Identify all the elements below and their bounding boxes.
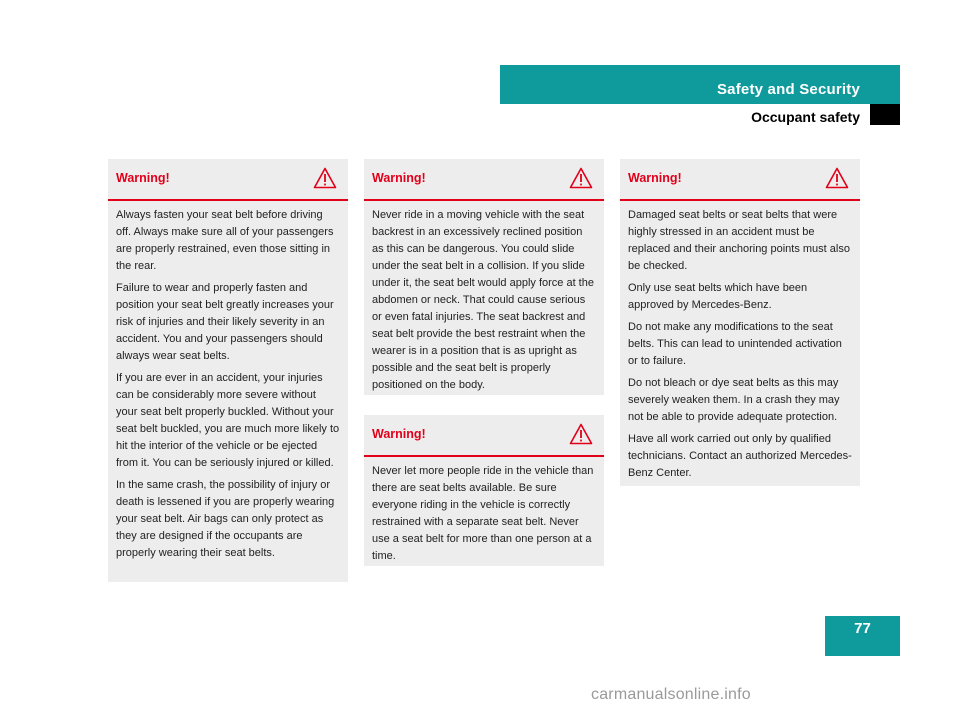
warning-triangle-icon — [825, 167, 849, 189]
warning-label: Warning! — [116, 171, 170, 185]
warning-header — [108, 159, 348, 201]
warning-paragraph: If you are ever in an accident, your injuries can be considerably more severe without your seat belt properly buckled. Without your seat belt buckled, you are much more likely to hit the interior of the vehicle or be ejected from it. You can be seriously injured or killed. — [116, 372, 340, 469]
warning-paragraph: Do not bleach or dye seat belts as this may severely weaken them. In a crash they may not be able to provide adequate protection. — [628, 377, 840, 423]
warning-label: Warning! — [372, 171, 426, 185]
warning-triangle-icon — [569, 167, 593, 189]
section-header-bar — [500, 65, 900, 104]
page-number-box — [825, 616, 900, 656]
warning-paragraph: Do not make any modifications to the seat belts. This can lead to unintended activation or to failure. — [628, 321, 842, 367]
warning-header — [620, 159, 860, 201]
section-title: Safety and Security — [716, 81, 860, 98]
warning-paragraph: Have all work carried out only by qualified technicians. Contact an authorized Mercedes-Benz Center. — [628, 433, 852, 479]
warning-paragraph: Always fasten your seat belt before driving off. Always make sure all of your passengers are properly restrained, even those sitting in the rear. — [116, 209, 334, 272]
warning-header — [364, 159, 604, 201]
warning-box-seat-belt-fasten — [108, 159, 348, 582]
warning-body — [620, 201, 860, 495]
section-marker-tab — [870, 104, 900, 125]
warning-triangle-icon — [313, 167, 337, 189]
warning-paragraph: Never let more people ride in the vehicle than there are seat belts available. Be sure everyone riding in the vehicle is correctly restrained with a separate seat belt. Never use a seat belt for more than one person at a time. — [372, 465, 594, 562]
warning-header — [364, 415, 604, 457]
warning-box-seat-belt-count — [364, 415, 604, 566]
page-number: 77 — [854, 620, 871, 637]
warning-box-damaged-belts — [620, 159, 860, 486]
warning-label: Warning! — [628, 171, 682, 185]
warning-paragraph: Failure to wear and properly fasten and position your seat belt greatly increases your risk of injuries and their likely severity in an accident. You and your passengers should always wear seat belts. — [116, 282, 334, 362]
warning-paragraph: In the same crash, the possibility of injury or death is lessened if you are properly wearing your seat belt. Air bags can only protect as they are designed if the occupants are properly wearing their seat belts. — [116, 479, 335, 559]
warning-triangle-icon — [569, 423, 593, 445]
subsection-title: Occupant safety — [751, 109, 860, 125]
warning-body — [108, 201, 348, 575]
warning-paragraph: Only use seat belts which have been approved by Mercedes-Benz. — [628, 282, 808, 311]
warning-label: Warning! — [372, 427, 426, 441]
warning-paragraph: Damaged seat belts or seat belts that were highly stressed in an accident must be replaced and their anchoring points must also be checked. — [628, 209, 850, 272]
watermark-text: carmanualsonline.info — [591, 686, 751, 703]
warning-body — [364, 201, 604, 407]
warning-body — [364, 457, 604, 578]
warning-box-reclined-seat — [364, 159, 604, 395]
warning-paragraph: Never ride in a moving vehicle with the seat backrest in an excessively reclined position as this can be dangerous. You could slide under the seat belt in a collision. If you slide under it, the seat belt would apply force at the abdomen or neck. That could cause serious or even fatal injuries. The seat backrest and seat belt provide the best restraint when the wearer is in a position that is as upright as possible and the seat belt is properly positioned on the body. — [372, 209, 594, 391]
